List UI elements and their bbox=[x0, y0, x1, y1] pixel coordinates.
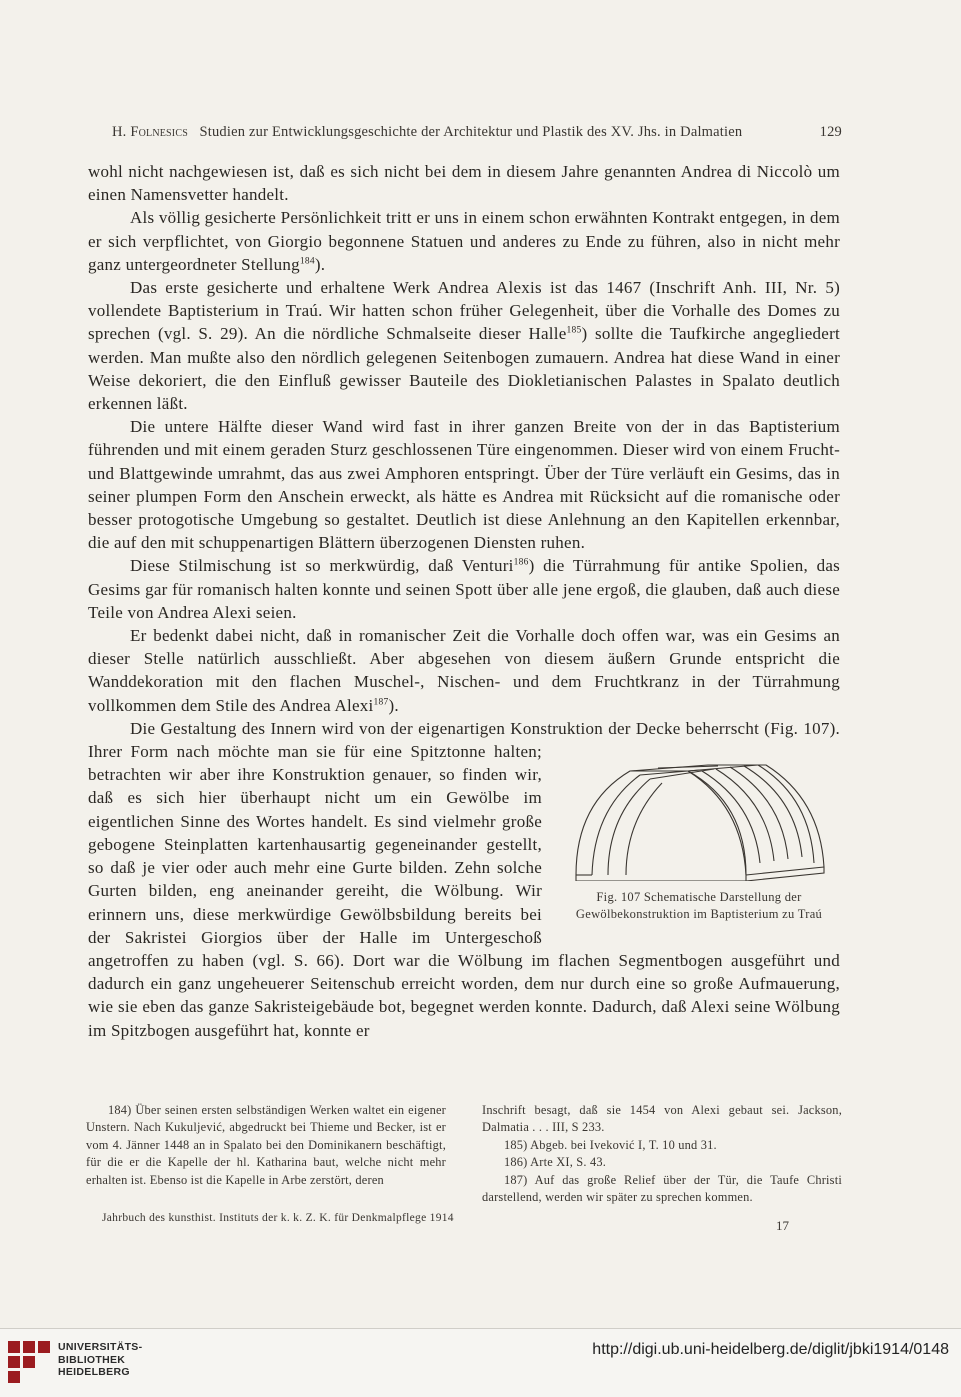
footnote-ref: 184 bbox=[299, 256, 315, 267]
header-title: Studien zur Entwicklungsgeschichte der Architektur und Plastik des XV. Jhs. in Dalmatien bbox=[199, 124, 743, 140]
paragraph: wohl nicht nachgewiesen ist, daß es sich nicht bei dem in diesem Jahre genannten Andrea di Niccolò um einen Namensvetter handelt. bbox=[88, 162, 840, 205]
header-author: H. Folnesics bbox=[112, 124, 188, 140]
paragraph: Die Gestaltung des Innern wird von der eigenartigen Konstruktion der Decke beherrscht (Fig. 107). Ihrer Form nach möchte man sie für eine Spitztonne halten; betrachten wir aber ihre Konstruktion genauer, so finden wir, daß es sich hier überhaupt nicht um ein Gewölbe im eigentlichen Sinne des Wortes handelt. Es sind vielmehr große gebogene Steinplatten kartenhausartig gegeneinander gestellt, so daß je vier oder auch mehr eine Gurte bilden. Zehn solche Gurten bilden, eng aneinander gereiht, die Wölbung. Wir erinnern uns, diese merkwürdige Gewölbsbildung bereits bei der Sakristei Giorgios über der Halle im Untergeschoß angetroffen zu haben (vgl. S. 66). Dort war die Wölbung im flachen Segmentbogen ausgeführt und dadurch ein ganz ungeheuerer Seitenschub erreicht worden, dem nur durch eine so große Aufmauerung, wie sie eben das ganze Sakristeigebäude bot, begegnet werden konnte. Dadurch, daß Alexi seine Wölbung im Spitzbogen ausgeführt hat, konnte er bbox=[88, 718, 840, 1040]
footnote-184: 184) Über seinen ersten selbständigen Werken waltet ein eigener Unstern. Nach Kukuljević, abgedruckt bei Thieme und Becker, ist er vom 4. Jänner 1448 an in Spalato bei den Dominikanern beschäftigt, für die er die Kapelle der hl. Katharina baut, welche nicht mehr erhalten ist. Ebenso ist die Kapelle in Arbe zerstört, deren bbox=[86, 1103, 446, 1187]
library-footer bbox=[0, 1328, 961, 1397]
footnote-186: 186) Arte XI, S. 43. bbox=[504, 1155, 607, 1170]
library-name: UNIVERSITÄTS- BIBLIOTHEK HEIDELBERG bbox=[58, 1341, 143, 1378]
university-library-logo bbox=[8, 1341, 50, 1383]
footnote-ref: 187 bbox=[373, 697, 389, 708]
footnote-184-continued: Inschrift besagt, daß sie 1454 von Alexi gebaut sei. Jackson, Dalmatia . . . III, S 233. bbox=[482, 1103, 842, 1135]
running-header bbox=[112, 124, 842, 141]
sheet-number: 17 bbox=[776, 1218, 789, 1233]
footnote-187: 187) Auf das große Relief über der Tür, die Taufe Christi darstellend, werden wir später zu sprechen kommen. bbox=[482, 1172, 842, 1205]
page-number: 129 bbox=[819, 124, 842, 140]
footnote-column-left bbox=[86, 1102, 446, 1206]
body-text bbox=[88, 160, 840, 1042]
paragraph: Die untere Hälfte dieser Wand wird fast in ihrer ganzen Breite von der in das Baptisterium führenden und mit einem geraden Sturz geschlossenen Türe eingenommen. Dieser wird von einem Frucht- und Blattgewinde umrahmt, das aus zwei Amphoren entspringt. Über der Türe verläuft ein Gesims, das in seiner plumpen Form den Anschein erweckt, als hätte es Andrea mit Rücksicht auf die romanische oder besser protogotische Umgebung so gestaltet. Deutlich ist diese Anlehnung an den Kapitellen erkennbar, die auf den mit schuppenartigen Blättern überzogenen Diensten ruhen. bbox=[88, 417, 840, 553]
paragraph: Er bedenkt dabei nicht, daß in romanischer Zeit die Vorhalle doch offen war, was ein Gesims an dieser Stelle natürlich ausschließt. Aber abgesehen von diesem äußern Grunde entspricht die Wanddekoration mit den flachen Muschel-, Nischen- und dem Fruchtkranz in der Türrahmung vollkommen dem Stile des Andrea Alexi$^{187}$). bbox=[88, 626, 840, 715]
permalink-url[interactable]: http://digi.ub.uni-heidelberg.de/diglit/jbki1914/0148 bbox=[592, 1341, 949, 1358]
footnote-ref: 185 bbox=[566, 325, 582, 336]
paragraph: Als völlig gesicherte Persönlichkeit tritt er uns in einem schon erwähnten Kontrakt entgegen, in dem er sich verpflichtet, von Giorgio begonnene Statuen und anderes zu Ende zu führen, also in nicht mehr ganz untergeordneter Stellung$^{184}$). bbox=[88, 208, 840, 274]
paragraph: Diese Stilmischung ist so merkwürdig, daß Venturi$^{186}$) die Türrahmung für antike Spolien, das Gesims gar für romanisch halten konnte und seinen Spott über alle jene ergoß, die glauben, daß auch diese Teile von Andrea Alexi seien. bbox=[88, 556, 840, 622]
journal-line: Jahrbuch des kunsthist. Instituts der k. k. Z. K. für Denkmalpflege 1914 bbox=[102, 1212, 454, 1224]
figure-caption: Fig. 107 Schematische Darstellung der Gewölbekonstruktion im Baptisterium zu Traú bbox=[575, 889, 823, 921]
footnote-185: 185) Abgeb. bei Iveković I, T. 10 und 31. bbox=[504, 1137, 717, 1152]
footnotes bbox=[86, 1102, 842, 1206]
footnote-ref: 186 bbox=[513, 557, 529, 568]
vault-diagram bbox=[568, 763, 830, 881]
paragraph: Das erste gesicherte und erhaltene Werk Andrea Alexis ist das 1467 (Inschrift Anh. III, Nr. 5) vollendete Baptisterium in Traú. Wir hatten schon früher Gelegenheit, über die Vorhalle des Domes zu sprechen (vgl. S. 29). An die nördliche Schmalseite dieser Halle$^{185}$) sollte die Taufkirche angegliedert werden. Man mußte also den nördlich gelegenen Seitenbogen zumauern. Andrea hat diese Wand in einer Weise dekoriert, die den Einfluß gewisser Bauteile des Diokletianischen Palastes in Spalato deutlich erkennen läßt. bbox=[88, 278, 840, 414]
figure-107 bbox=[558, 763, 840, 923]
footnote-column-right bbox=[482, 1102, 842, 1206]
